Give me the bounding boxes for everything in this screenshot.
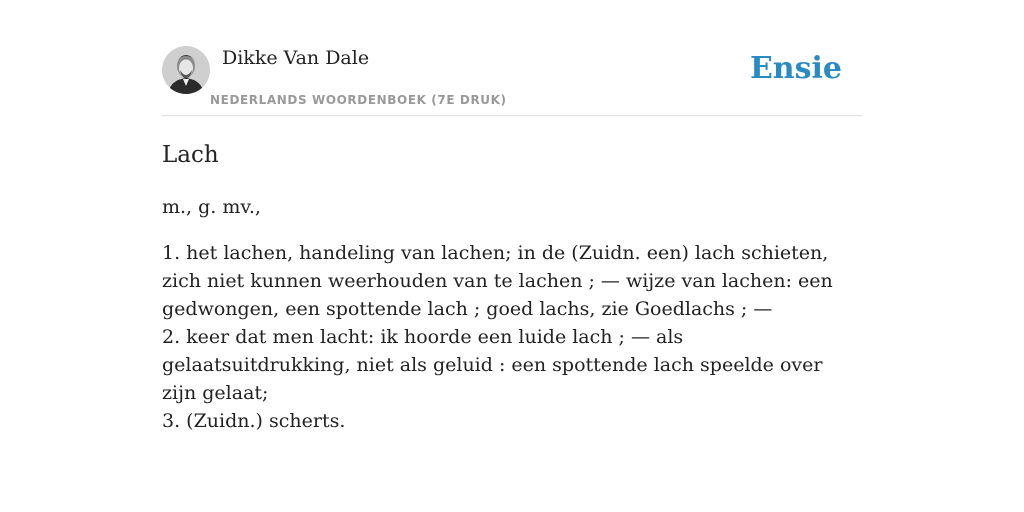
portrait-icon bbox=[162, 46, 210, 94]
author-name[interactable]: Dikke Van Dale bbox=[222, 47, 370, 69]
entry-definition bbox=[162, 239, 862, 435]
source-label[interactable]: NEDERLANDS WOORDENBOEK (7E DRUK) bbox=[210, 93, 507, 107]
entry-title: Lach bbox=[162, 142, 219, 168]
definition-line: 2. keer dat men lacht: ik hoorde een luide lach ; — als gelaatsuitdrukking, niet als geluid : een spottende lach speelde over zijn gelaat; bbox=[162, 326, 823, 404]
card-header bbox=[162, 0, 862, 116]
author-avatar[interactable] bbox=[162, 46, 210, 94]
definition-line: 3. (Zuidn.) scherts. bbox=[162, 410, 346, 432]
brand-logo[interactable]: Ensie bbox=[749, 51, 842, 86]
dictionary-card bbox=[162, 0, 862, 512]
definition-line: 1. het lachen, handeling van lachen; in de (Zuidn. een) lach schieten, zich niet kunnen weerhouden van te lachen ; — wijze van lachen: een gedwongen, een spottende lach ; goed lachs, zie Goedlachs ; — bbox=[162, 242, 833, 320]
entry-grammar: m., g. mv., bbox=[162, 196, 261, 218]
